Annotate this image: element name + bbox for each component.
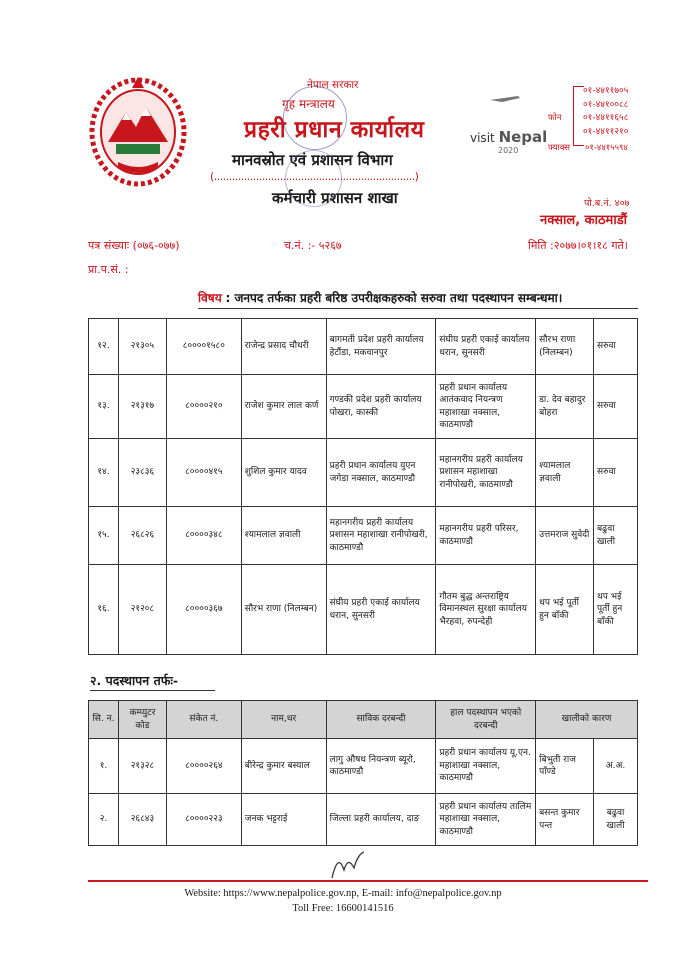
code-number-cell: ८००००३६७ [166,565,241,655]
header-current-post: हाल पदस्थापन भएको दरबन्दी [436,701,536,739]
new-post-cell: संघीय प्रहरी एकाई कार्यालय धरान, सुनसरी [436,319,536,375]
remarks-cell: सरुवा [594,439,638,507]
previous-post-cell: महानगरीय प्रहरी कार्यालय प्रशासन महाशाखा रानीपोखरी, काठमाण्डौ [326,507,436,565]
subject-label: विषय [198,291,222,305]
new-post-cell: महानगरीय प्रहरी परिसर, काठमाण्डौ [436,507,536,565]
previous-post-cell: बागमती प्रदेश प्रहरी कार्यालय हेटौंडा, मकवानपुर [326,319,436,375]
header-computer-code: कम्प्युटर कोड [118,701,166,739]
table-row [89,794,638,846]
serial-cell: १४. [89,439,119,507]
branch-title: कर्मचारी प्रशासन शाखा [272,189,398,207]
visit-logo-year: 2020 [498,146,519,155]
previous-post-cell: प्रहरी प्रधान कार्यालय युएन जगेडा नक्साल, काठमाण्डौ [326,439,436,507]
remarks-cell: सरुवा [594,319,638,375]
phone-number: ०१-४४१००८८ [583,99,629,110]
ministry-label: गृह मन्त्रालय [282,97,335,111]
table-row [89,375,638,439]
subject-underline [198,308,638,309]
phone-label: फोन [548,113,562,123]
computer-code-cell: २३८३६ [118,439,166,507]
official-stamp-secondary [285,150,342,207]
name-cell: राजेन्द्र प्रसाद चौधरी [241,319,326,375]
table-row [89,319,638,375]
replacement-cell: उत्तमराज सुवेदी [536,507,594,565]
footer-rule [88,880,648,882]
new-post-cell: गौतम बुद्ध अन्तराष्ट्रिय विमानस्थल सुरक्षा कार्यालय भैरहवा, रुपन्देही [436,565,536,655]
new-post-cell: महानगरीय प्रहरी कार्यालय प्रशासन महाशाखा रानीपोखरी, काठमाण्डौ [436,439,536,507]
previous-post-cell: जिल्ला प्रहरी कार्यालय, दाङ [326,794,436,846]
header-previous-post: साविक दरबन्दी [326,701,436,739]
serial-cell: २. [89,794,119,846]
posting-table [88,700,638,846]
section2-title: २. पदस्थापन तर्फः- [90,673,179,688]
table-row [89,439,638,507]
header-name: नाम,थर [241,701,326,739]
name-cell: सौरभ राणा (निलम्बन) [241,565,326,655]
visit-logo-prefix: visit [470,131,495,145]
name-cell: शुशिल कुमार यादव [241,439,326,507]
replacement-cell: श्यामलाल ज्ञवाली [536,439,594,507]
department-title: मानवस्रोत एवं प्रशासन विभाग [232,151,393,169]
nepal-emblem-logo [88,72,188,190]
visit-nepal-logo [470,128,547,155]
phone-number: ०१-४४११६५८ [583,113,629,123]
gov-label: नेपाल सरकार [307,79,359,91]
receipt-number-label: प्रा.प.सं. : [88,263,129,276]
section2-underline [90,690,215,691]
department-dots: (...................................................................) [210,170,419,183]
official-stamp [283,86,347,150]
computer-code-cell: २६८२६ [118,507,166,565]
address: नक्साल, काठमाडौं [540,213,628,228]
replacement-cell: डा. देव बहादुर बोहरा [536,375,594,439]
header-vacancy-reason: खालीको कारण [536,701,638,739]
name-cell: जनक भट्टराई [241,794,326,846]
computer-code-cell: २१३१७ [118,375,166,439]
vacated-by-cell: बिभुती राज पाँण्डे [536,739,594,794]
serial-cell: १३. [89,375,119,439]
office-title: प्रहरी प्रधान कार्यालय [244,117,425,143]
serial-cell: १५. [89,507,119,565]
footer-tollfree: Toll Free: 16600141516 [292,903,394,914]
code-number-cell: ८००००२२३ [166,794,241,846]
fax-number: ०१-४४१५५९४ [585,143,628,153]
previous-post-cell: गण्डकी प्रदेश प्रहरी कार्यालय पोखरा, कास्की [326,375,436,439]
letter-number: पत्र संख्याः (०७६-०७७) [88,239,180,252]
reason-cell: अ.अ. [594,739,638,794]
signature-mark [328,848,368,884]
new-post-cell: प्रहरी प्रधान कार्यालय आतंकवाद नियन्त्रण महाशाखा नक्साल, काठमाण्डौ [436,375,536,439]
header-code-number: संकेत नं. [166,701,241,739]
header-serial: सि. न. [89,701,119,739]
subject-line [198,289,562,306]
replacement-cell: सौरभ राणा (निलम्बन) [536,319,594,375]
code-number-cell: ८००००४१५ [166,439,241,507]
reason-cell: बढुवा खाली [594,794,638,846]
phone-number: ०१-४४११७०५ [583,86,629,96]
remarks-cell: सरुवा [594,375,638,439]
code-number-cell: ८००००३४८ [166,507,241,565]
remarks-cell: थप भई पूर्ती हुन बाँकी [594,565,638,655]
previous-post-cell: लागु औषध नियन्त्रण ब्यूरो, काठमाण्डौ [326,739,436,794]
computer-code-cell: २६८४३ [118,794,166,846]
dispatch-number: च.नं. :- ५२६७ [284,239,342,252]
remarks-cell: बढुवा खाली [594,507,638,565]
table-row [89,565,638,655]
computer-code-cell: २१२०८ [118,565,166,655]
plane-icon [488,92,522,106]
serial-cell: १. [89,739,119,794]
footer-website: Website: https://www.nepalpolice.gov.np, E-mail: info@nepalpolice.gov.np [184,888,502,899]
name-cell: श्यामलाल ज्ञवाली [241,507,326,565]
fax-label: फ्याक्स [548,143,571,153]
table-row [89,507,638,565]
computer-code-cell: २१३०५ [118,319,166,375]
code-number-cell: ८००००२१० [166,375,241,439]
table-row [89,739,638,794]
current-post-cell: प्रहरी प्रधान कार्यालय यू.एन. महाशाखा नक्साल, काठमाण्डौ [436,739,536,794]
code-number-cell: ८००००२६४ [166,739,241,794]
name-cell: बीरेन्द्र कुमार बस्याल [241,739,326,794]
vacated-by-cell: बसन्त कुमार पन्त [536,794,594,846]
replacement-cell: थप भई पूर्ती हुन बाँकी [536,565,594,655]
current-post-cell: प्रहरी प्रधान कार्यालय तालिम महाशाखा नक्साल, काठमाण्डौ [436,794,536,846]
computer-code-cell: २१३२८ [118,739,166,794]
po-box: पो.ब.नं. ४०७ [584,198,630,209]
transfer-table [88,318,638,655]
serial-cell: १६. [89,565,119,655]
phone-list [583,85,628,139]
phone-number: ०१-४४११२१० [583,126,629,137]
table-header-row [89,701,638,739]
serial-cell: १२. [89,319,119,375]
subject-text: : जनपद तर्फका प्रहरी बरिष्ठ उपरीक्षकहरुको सरुवा तथा पदस्थापन सम्बन्धमा। [225,291,563,305]
visit-logo-name: Nepal [498,128,548,146]
letter-date: मिति :२०७७।०१।१८ गते। [528,239,628,252]
name-cell: राजेश कुमार लाल कर्ण [241,375,326,439]
previous-post-cell: संघीय प्रहरी एकाई कार्यालय धरान, सुनसरी [326,565,436,655]
code-number-cell: ८००००१५८० [166,319,241,375]
